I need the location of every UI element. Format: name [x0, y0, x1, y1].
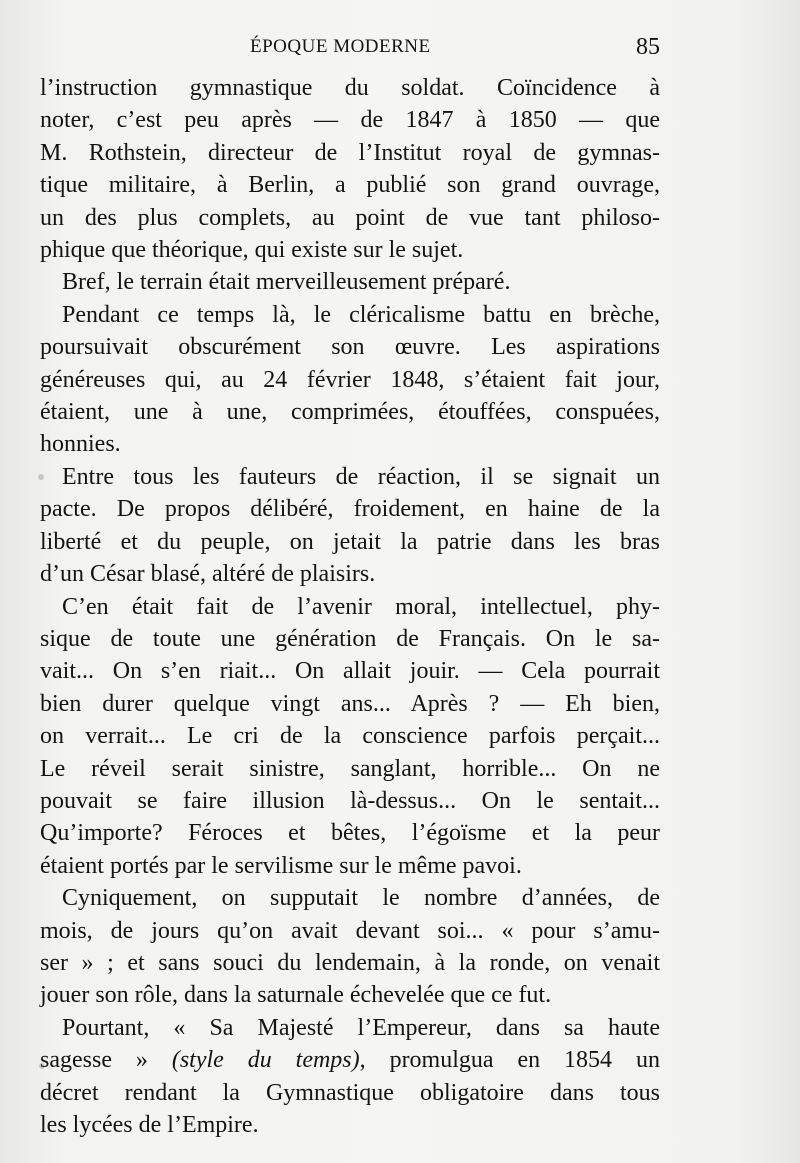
text-line: poursuivait obscurément son œuvre. Les aspirations [40, 334, 660, 361]
text-line: Cyniquement, on supputait le nombre d’années, de [62, 885, 660, 912]
text-line: Pendant ce temps là, le cléricalisme battu en brèche, [62, 301, 660, 328]
paragraph-4 [40, 461, 660, 591]
text-line: Pourtant, « Sa Majesté l’Empereur, dans sa haute [62, 1014, 660, 1041]
text-segment: , promulgua en 1854 un [359, 1047, 660, 1074]
running-head: ÉPOQUE MODERNE [250, 36, 431, 57]
text-line: étaient, une à une, comprimées, étouffées, conspuées, [40, 399, 660, 426]
text-line-with-italic [40, 1044, 660, 1076]
text-line: phique que théorique, qui existe sur le sujet. [40, 237, 464, 264]
page-number: 85 [636, 34, 660, 60]
text-line: décret rendant la Gymnastique obligatoire dans tous [40, 1079, 660, 1106]
text-line: Qu’importe? Féroces et bêtes, l’égoïsme et la peur [40, 820, 660, 847]
text-line: liberté et du peuple, on jetait la patrie dans les bras [40, 528, 660, 555]
text-line: mois, de jours qu’on avait devant soi... « pour s’amu- [40, 917, 660, 944]
text-line: généreuses qui, au 24 février 1848, s’étaient fait jour, [40, 366, 660, 393]
text-line: l’instruction gymnastique du soldat. Coïncidence à [40, 75, 660, 101]
paragraph-6 [40, 882, 660, 1012]
text-line: Bref, le terrain était merveilleusement préparé. [62, 269, 511, 296]
paragraph-7 [40, 1012, 660, 1142]
text-line: pouvait se faire illusion là-dessus... On le sentait... [40, 787, 660, 814]
text-line: jouer son rôle, dans la saturnale échevelée que ce fut. [40, 982, 552, 1009]
text-line: Le réveil serait sinistre, sanglant, horrible... On ne [40, 755, 660, 782]
text-line: pacte. De propos délibéré, froidement, en haine de la [40, 496, 660, 523]
text-line: un des plus complets, au point de vue tant philoso- [40, 204, 660, 231]
paper-speck [38, 474, 44, 480]
text-line: les lycées de l’Empire. [40, 1112, 259, 1138]
text-line: M. Rothstein, directeur de l’Institut royal de gymnas- [40, 139, 660, 166]
italic-phrase: (style du temps) [171, 1047, 360, 1074]
paper-speck [39, 1063, 45, 1069]
text-line: tique militaire, à Berlin, a publié son grand ouvrage, [40, 172, 660, 199]
text-line: C’en était fait de l’avenir moral, intellectuel, phy- [62, 593, 660, 620]
text-line: ser » ; et sans souci du lendemain, à la ronde, on venait [40, 949, 660, 976]
text-line: on verrait... Le cri de la conscience parfois perçait... [40, 723, 660, 750]
text-segment: sagesse » [40, 1047, 172, 1074]
text-line: noter, c’est peu après — de 1847 à 1850 — que [40, 107, 660, 134]
text-line: sique de toute une génération de Français. On le sa- [40, 625, 660, 652]
text-line: bien durer quelque vingt ans... Après ? — Eh bien, [40, 690, 660, 717]
paragraph-3 [40, 299, 660, 461]
text-line: d’un César blasé, altéré de plaisirs. [40, 561, 376, 588]
paragraph-2 [40, 266, 660, 298]
paragraph-1 [40, 72, 660, 266]
body-text [40, 72, 660, 1141]
page-header [40, 32, 660, 62]
text-line: Entre tous les fauteurs de réaction, il se signait un [62, 463, 660, 490]
text-line: étaient portés par le servilisme sur le même pavoi. [40, 852, 522, 879]
paragraph-5 [40, 591, 660, 883]
text-line: honnies. [40, 431, 121, 458]
text-line: vait... On s’en riait... On allait jouir. — Cela pourrait [40, 658, 660, 685]
